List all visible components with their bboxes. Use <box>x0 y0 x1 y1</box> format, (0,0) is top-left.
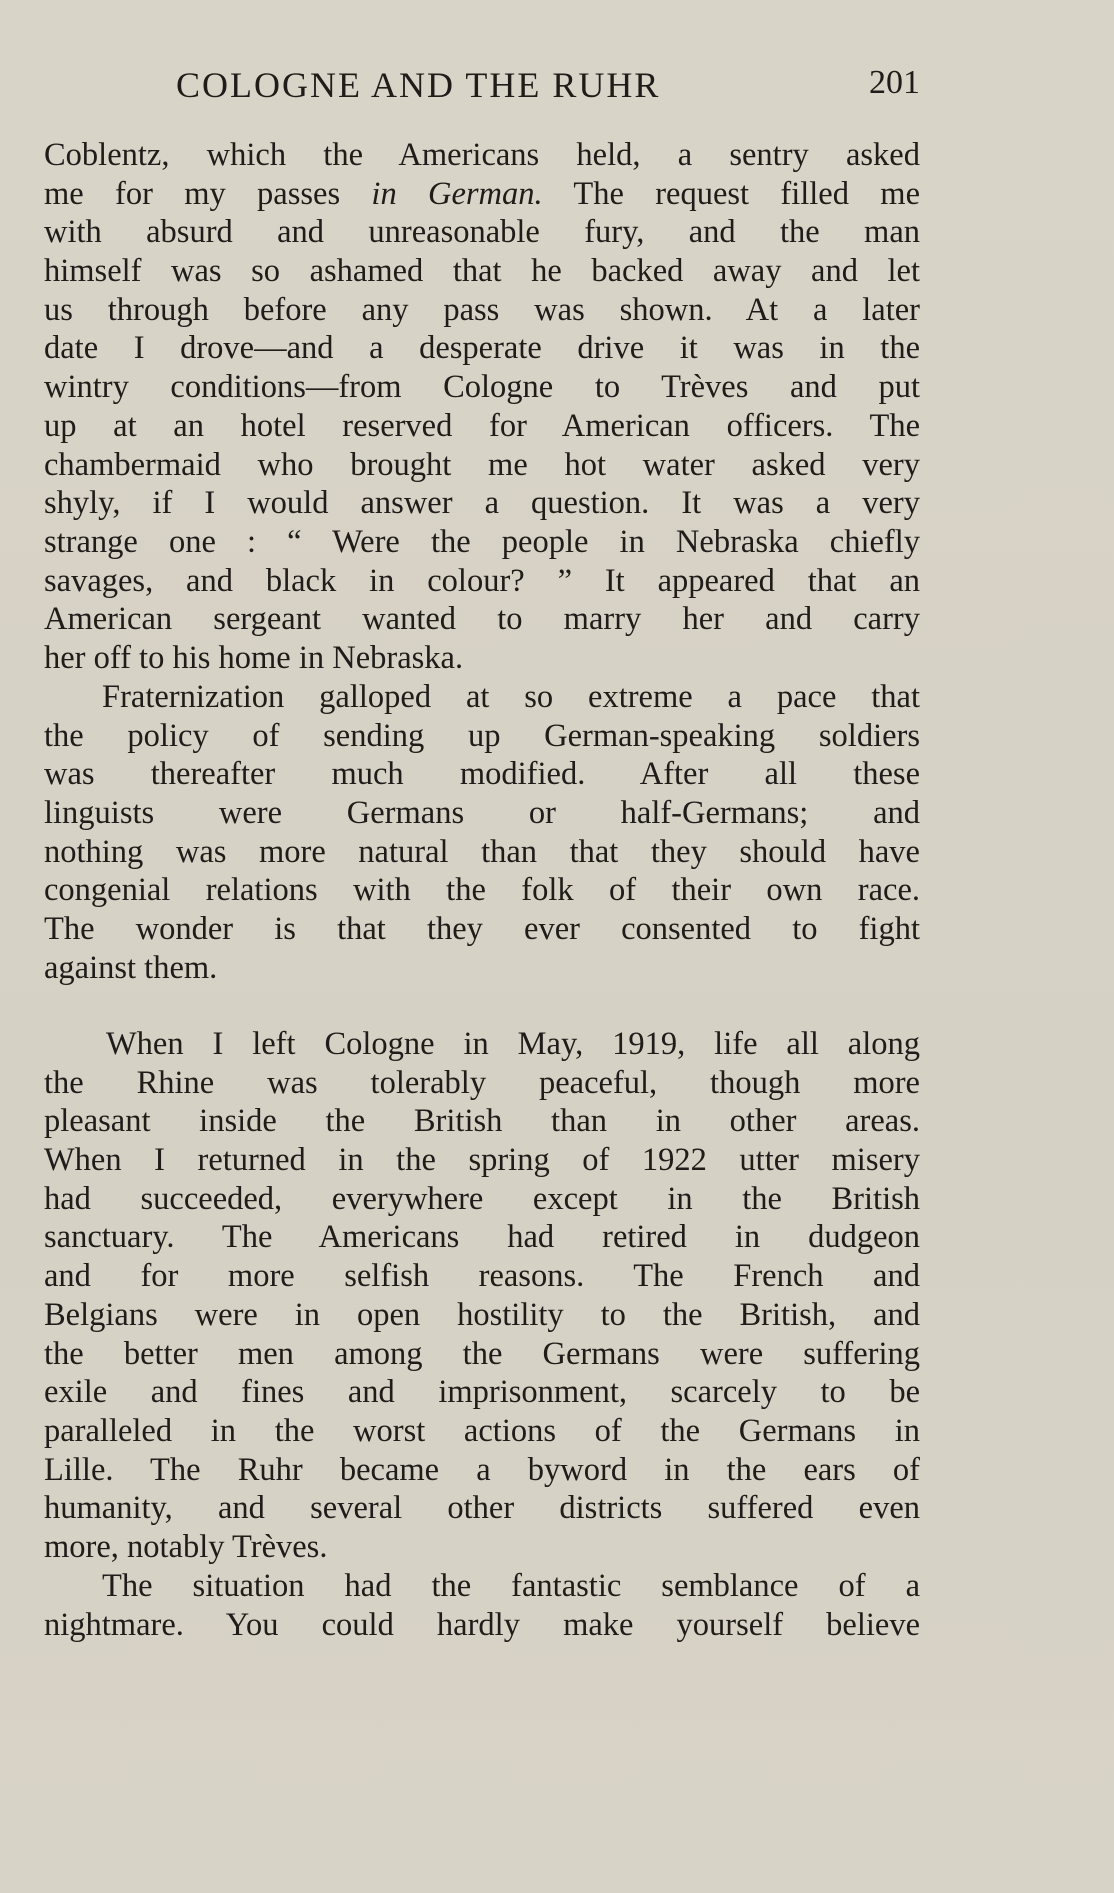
paragraph-3 <box>44 1025 920 1567</box>
page-number: 201 <box>869 64 920 101</box>
text-line: wintry conditions—from Cologne to Trèves and put <box>44 369 920 406</box>
text-line: congenial relations with the folk of their own race. <box>44 872 920 909</box>
text-line: chambermaid who brought me hot water asked very <box>44 446 920 483</box>
text-line: had succeeded, everywhere except in the British <box>44 1180 920 1217</box>
text-line: shyly, if I would answer a question. It was a very <box>44 485 920 522</box>
text-run: The request filled me <box>573 175 920 212</box>
paragraph-4 <box>44 1567 920 1644</box>
text-line: her off to his home in Nebraska. <box>44 639 464 676</box>
page-header <box>44 64 920 110</box>
text-line: Fraternization galloped at so extreme a pace that <box>102 679 920 715</box>
text-line: strange one : “ Were the people in Nebraska chiefly <box>44 523 920 560</box>
text-line: more, notably Trèves. <box>44 1528 328 1565</box>
text-line: and for more selfish reasons. The French and <box>44 1258 920 1295</box>
text-line: When I returned in the spring of 1922 utter misery <box>44 1142 920 1179</box>
text-line: us through before any pass was shown. At a later <box>44 291 920 328</box>
text-line: Lille. The Ruhr became a byword in the ears of <box>44 1451 920 1488</box>
text-line: nothing was more natural than that they should have <box>44 833 920 870</box>
text-line: The situation had the fantastic semblance of a <box>102 1568 920 1604</box>
paragraph-1 <box>44 136 920 678</box>
text-line: the policy of sending up German-speaking soldiers <box>44 717 920 754</box>
italic-text: in German. <box>371 175 543 212</box>
text-line: the better men among the Germans were suffering <box>44 1335 920 1372</box>
text-line: Coblentz, which the Americans held, a sentry asked <box>44 137 920 173</box>
text-run: me for my passes <box>44 175 341 212</box>
text-line: American sergeant wanted to marry her and carry <box>44 601 920 638</box>
text-line: up at an hotel reserved for American officers. The <box>44 407 920 444</box>
text-line: paralleled in the worst actions of the Germans in <box>44 1412 920 1449</box>
text-line: sanctuary. The Americans had retired in dudgeon <box>44 1219 920 1256</box>
text-line: with absurd and unreasonable fury, and the man <box>44 214 920 251</box>
text-line <box>44 175 920 214</box>
text-line: savages, and black in colour? ” It appeared that an <box>44 562 920 599</box>
text-line: Belgians were in open hostility to the British, and <box>44 1296 920 1333</box>
text-line: the Rhine was tolerably peaceful, though more <box>44 1064 920 1101</box>
text-line: linguists were Germans or half-Germans; and <box>44 795 920 832</box>
text-line: nightmare. You could hardly make yourself believe <box>44 1606 920 1643</box>
text-line: against them. <box>44 949 218 986</box>
text-line: pleasant inside the British than in other areas. <box>44 1103 920 1140</box>
text-line: humanity, and several other districts suffered even <box>44 1490 920 1527</box>
text-line: was thereafter much modified. After all these <box>44 756 920 793</box>
text-line: date I drove—and a desperate drive it was in the <box>44 330 920 367</box>
text-line: exile and fines and imprisonment, scarcely to be <box>44 1374 920 1411</box>
text-line: When I left Cologne in May, 1919, life all along <box>106 1026 920 1062</box>
text-line: himself was so ashamed that he backed away and let <box>44 253 920 290</box>
text-line: The wonder is that they ever consented to fight <box>44 911 920 948</box>
paragraph-2 <box>44 678 920 988</box>
running-head: COLOGNE AND THE RUHR <box>176 65 661 105</box>
